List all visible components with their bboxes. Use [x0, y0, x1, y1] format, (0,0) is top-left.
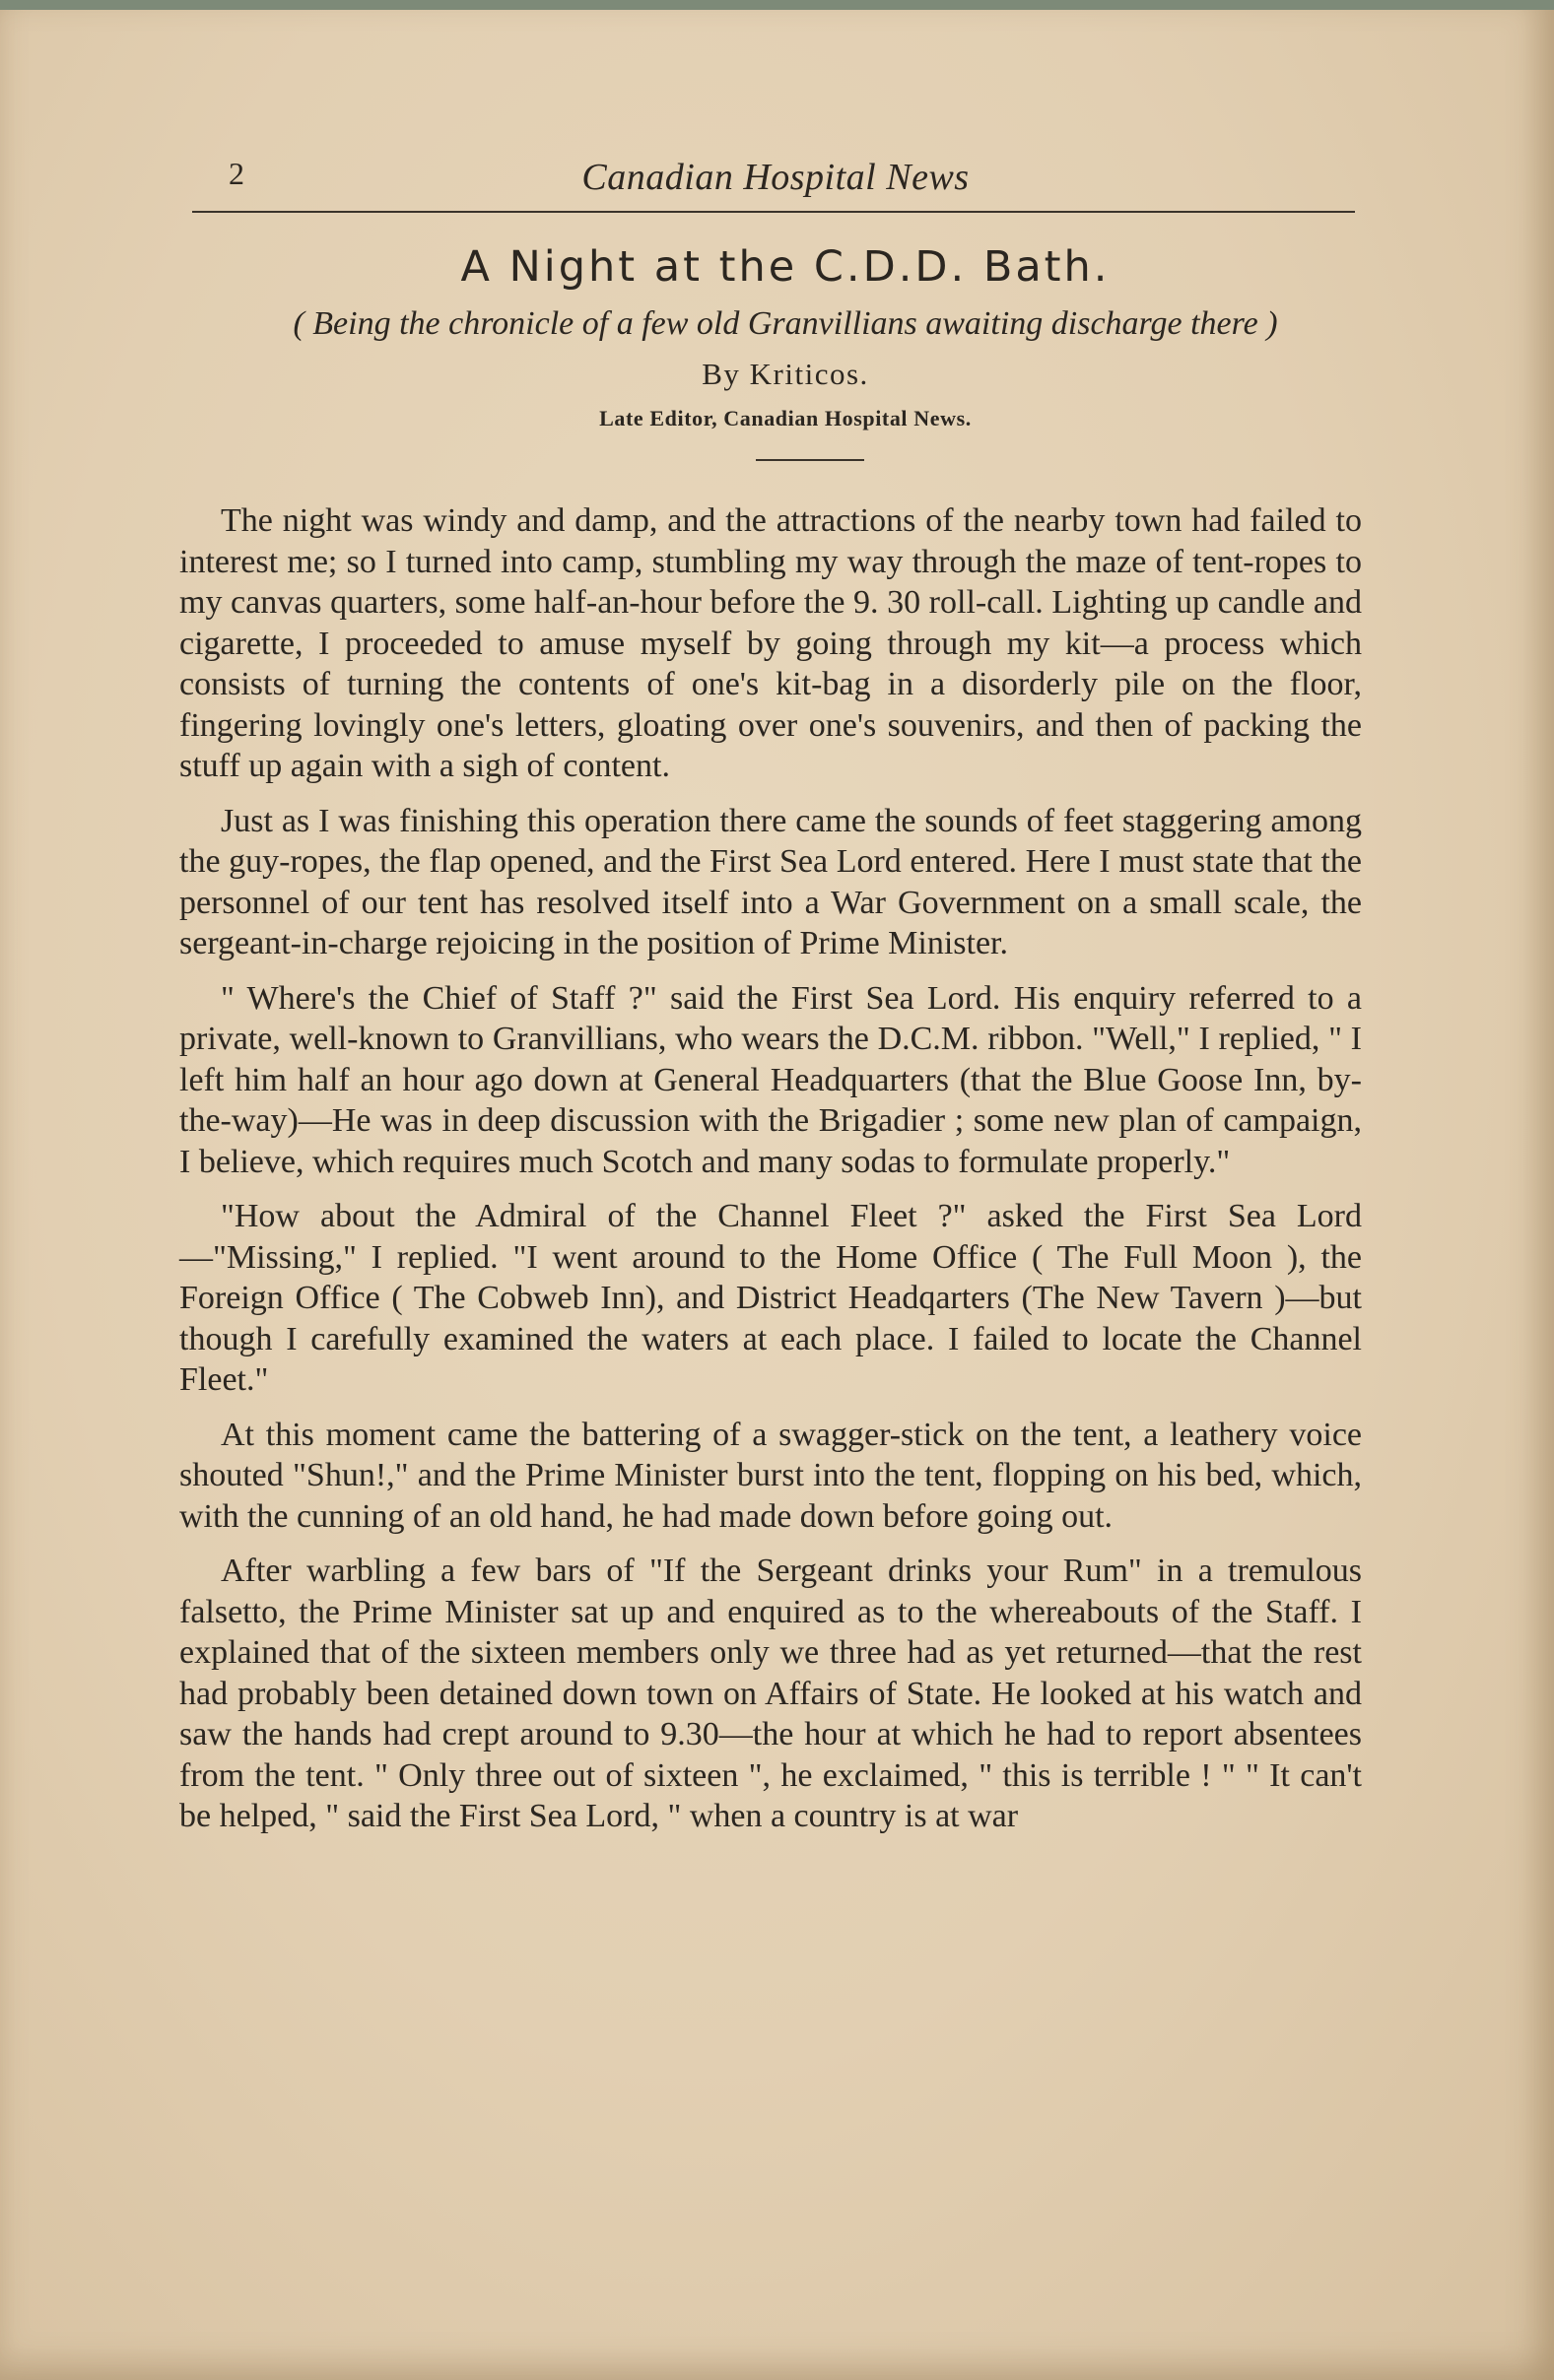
paragraph: Just as I was finishing this operation there came the sounds of feet staggering among the guy-ropes, the flap opened, and the First Sea Lord entered. Here I must state that the personnel of our tent has resolved itself into a War Government on a small scale, the sergeant-in-charge rejoicing in the position of Prime Minister.	[179, 802, 1362, 961]
paragraph: At this moment came the battering of a swagger-stick on the tent, a leathery voice shouted "Shun!," and the Prime Minister burst into the tent, flopping on his bed, which, with the cunning of an old hand, he had made down before going out.	[179, 1416, 1362, 1535]
paragraph: After warbling a few bars of "If the Sergeant drinks your Rum" in a tremulous falsetto, the Prime Minister sat up and enquired as to the whereabouts of the Staff. I explained that of the sixteen members only we three had as yet returned—that the rest had probably been detained down town on Affairs of State. He looked at his watch and saw the hands had crept around to 9.30—the hour at which he had to report absentees from the tent. " Only three out of sixteen ", he exclaimed, " this is terrible ! " " It can't be helped, " said the First Sea Lord, " when a country is at war	[179, 1553, 1362, 1834]
editor-note: Late Editor, Canadian Hospital News.	[599, 406, 972, 430]
article-byline: By Kriticos.	[702, 357, 869, 391]
article-subtitle: ( Being the chronicle of a few old Granvillians awaiting discharge there )	[293, 305, 1278, 342]
page-number: 2	[229, 156, 244, 191]
paragraph: The night was windy and damp, and the attractions of the nearby town had failed to interest me; so I turned into camp, stumbling my way through the maze of tent-ropes to my canvas quarters, some half-an-hour before the 9. 30 roll-call. Lighting up candle and cigarette, I proceeded to amuse myself by going through my kit—a process which consists of turning the contents of one's kit-bag in a disorderly pile on the floor, fingering lovingly one's letters, gloating over one's souvenirs, and then of packing the stuff up again with a sigh of content.	[179, 502, 1362, 784]
article-body	[179, 500, 1362, 1837]
running-head	[195, 148, 1356, 201]
article	[179, 234, 1362, 1851]
title-divider	[756, 459, 864, 461]
page-edge	[0, 0, 1554, 10]
paragraph: "How about the Admiral of the Channel Fleet ?" asked the First Sea Lord—"Missing," I replied. "I went around to the Home Office ( The Full Moon ), the Foreign Office ( The Cobweb Inn), and District Headqarters (The New Tavern )—but though I carefully examined the waters at each place. I failed to locate the Channel Fleet."	[179, 1198, 1362, 1398]
paragraph: " Where's the Chief of Staff ?" said the First Sea Lord. His enquiry referred to a private, well-known to Granvillians, who wears the D.C.M. ribbon. "Well," I replied, " I left him half an hour ago down at General Headquarters (that the Blue Goose Inn, by-the-way)—He was in deep discussion with the Brigadier ; some new plan of campaign, I believe, which requires much Scotch and many sodas to formulate properly."	[179, 979, 1362, 1180]
header-divider	[192, 211, 1355, 213]
article-title: A Night at the C.D.D. Bath.	[460, 242, 1111, 292]
journal-title: Canadian Hospital News	[581, 157, 970, 198]
